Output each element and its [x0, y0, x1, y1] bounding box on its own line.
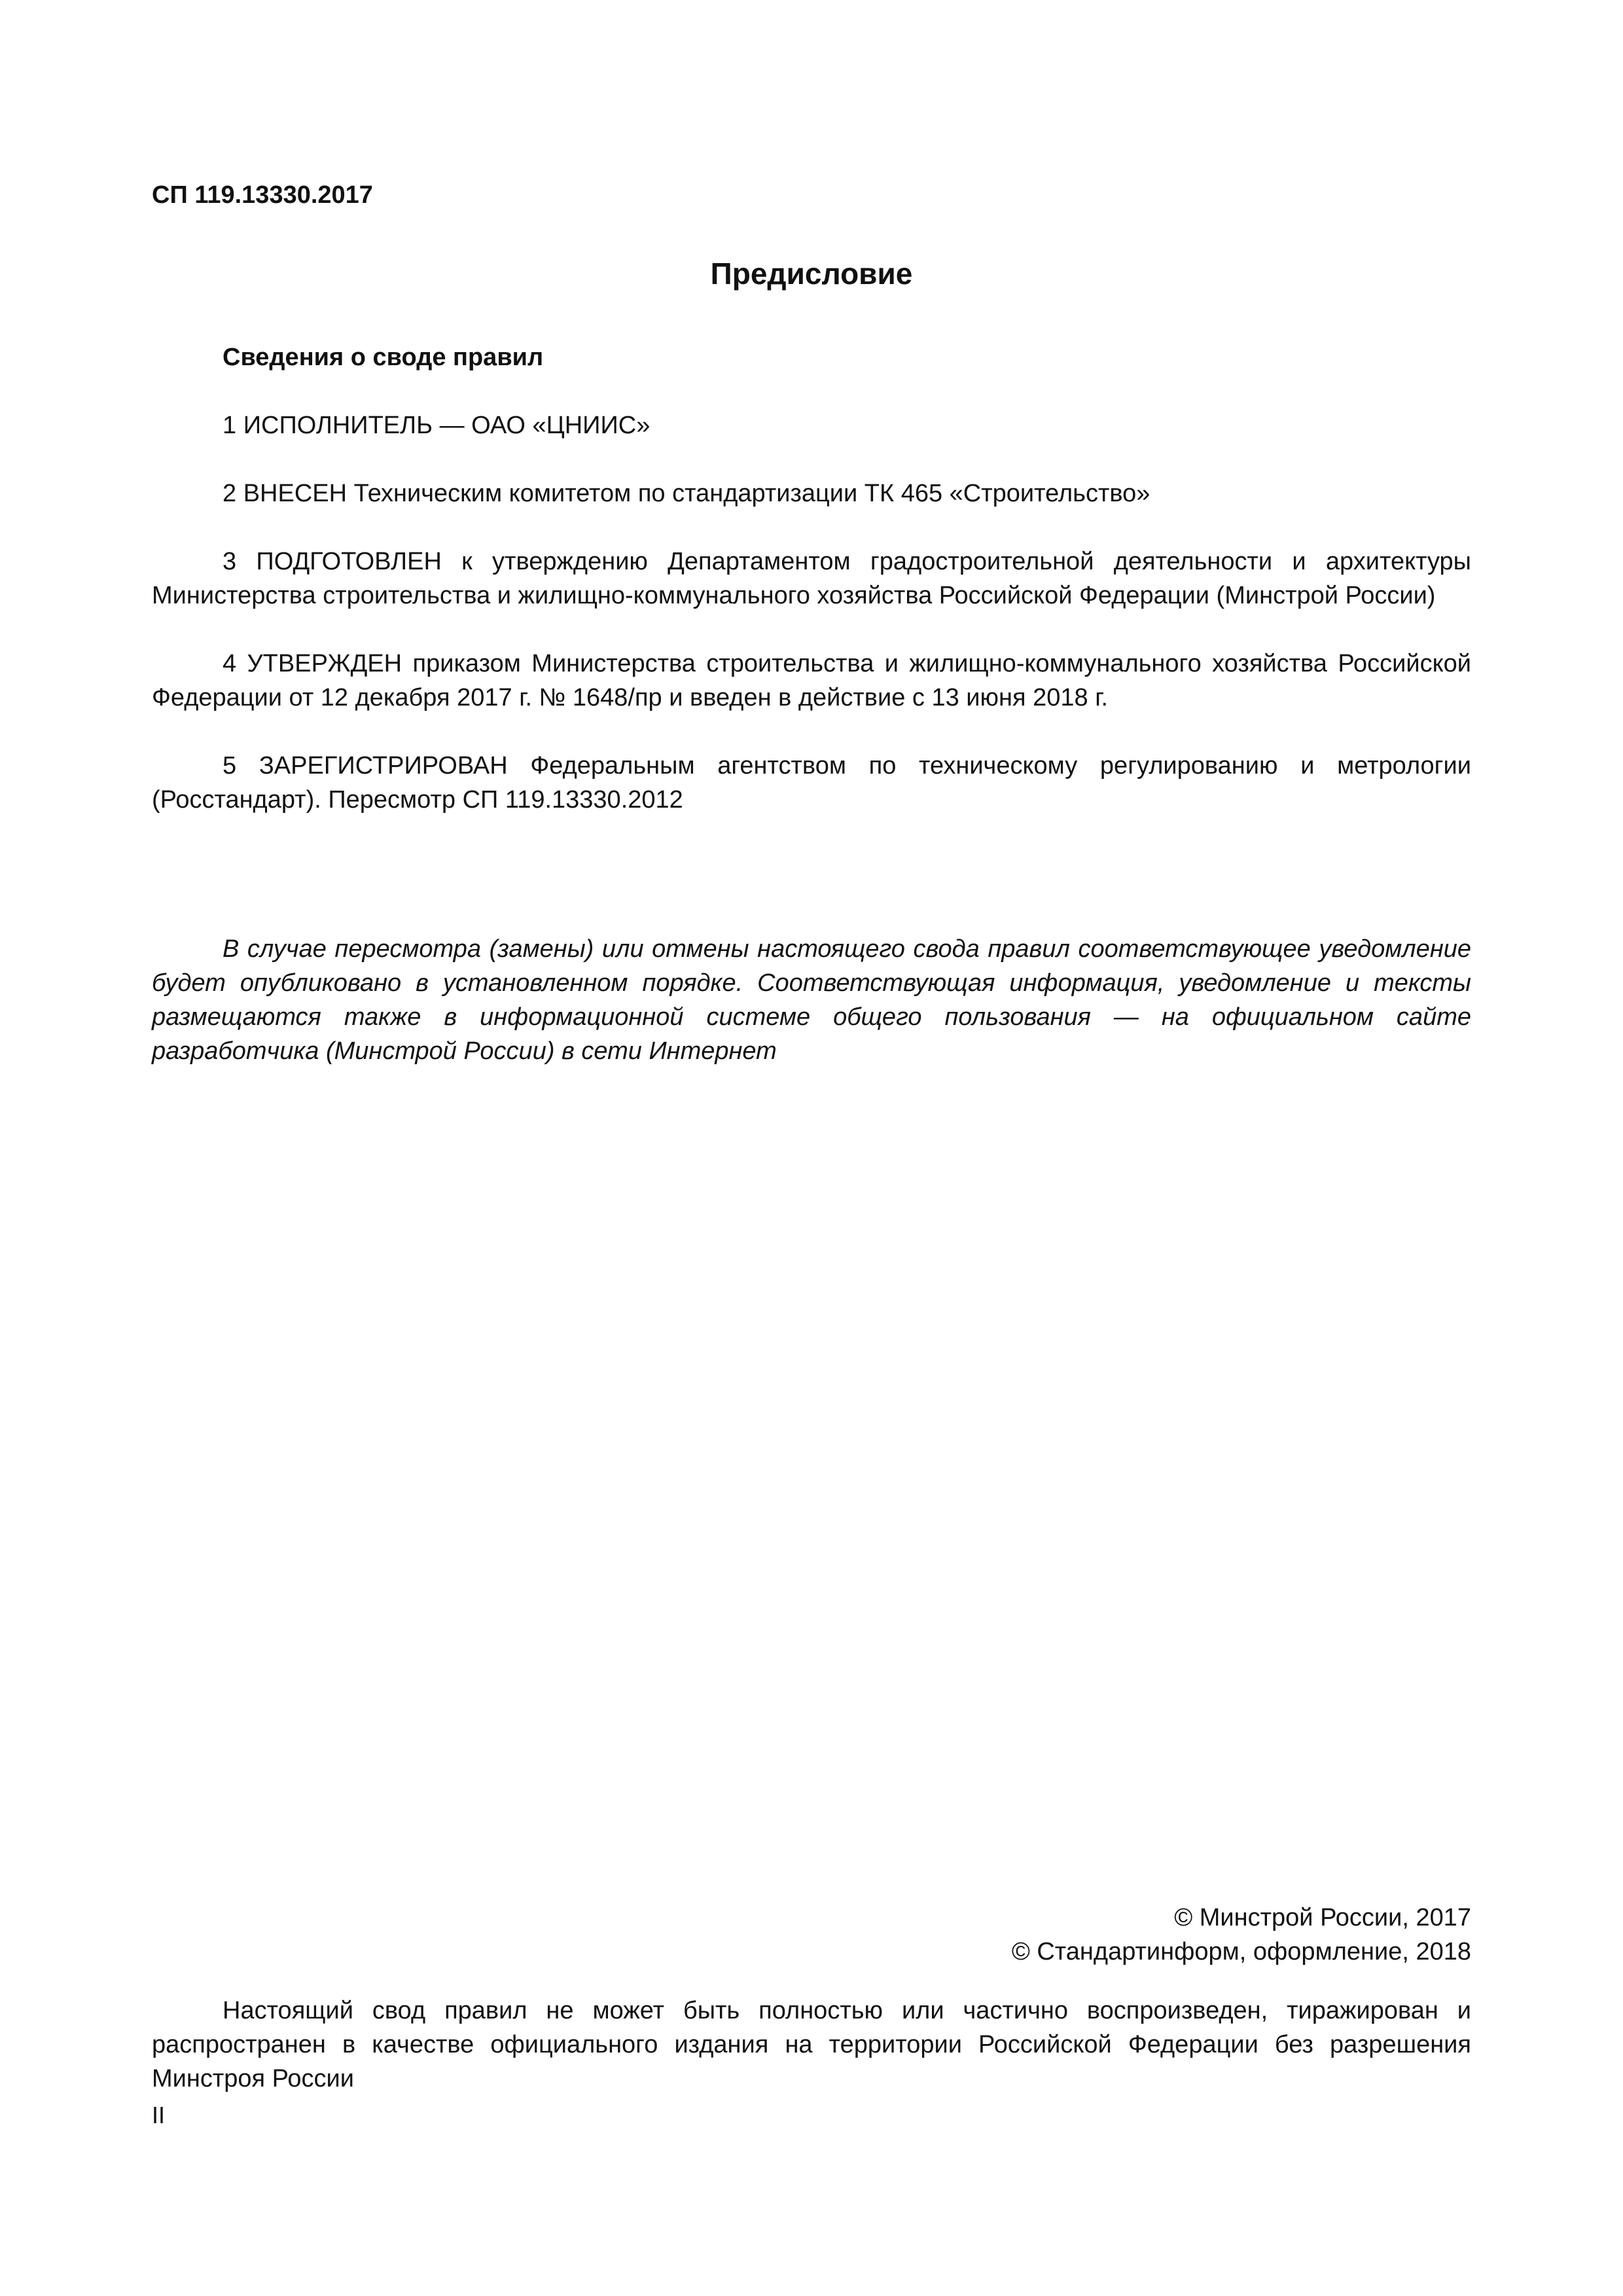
- revision-notice: В случае пересмотра (замены) или отмены настоящего свода правил соответствующее уведомление будет опубликовано в установленном порядке. Соответствующая информация, уведомление и тексты размещаются также в информационной системе общего пользования — на официальном сайте разработчика (Минстрой России) в сети Интернет: [152, 935, 1471, 1065]
- foreword-body: [152, 340, 1471, 851]
- foreword-item-2: 2 ВНЕСЕН Техническим комитетом по стандартизации ТК 465 «Строительство»: [223, 480, 1150, 507]
- page-title: Предисловие: [710, 257, 913, 291]
- document-code: СП 119.13330.2017: [152, 181, 373, 209]
- section-subtitle: Сведения о своде правил: [223, 344, 544, 371]
- copyright-block: [1012, 1901, 1471, 1969]
- foreword-item-5: 5 ЗАРЕГИСТРИРОВАН Федеральным агентством по техническому регулированию и метрологии (Росстандарт). Пересмотр СП 119.13330.2012: [152, 752, 1471, 814]
- page-number: II: [152, 2102, 166, 2128]
- copyright-line-standartinform: © Стандартинформ, оформление, 2018: [1011, 1938, 1471, 1965]
- copyright-line-ministry: © Минстрой России, 2017: [1174, 1904, 1471, 1931]
- foreword-item-1: 1 ИСПОЛНИТЕЛЬ — ОАО «ЦНИИС»: [223, 412, 651, 439]
- foreword-item-3: 3 ПОДГОТОВЛЕН к утверждению Департаментом градостроительной деятельности и архитектуры Министерства строительства и жилищно-коммунального хозяйства Российской Федерации (Минстрой России): [152, 548, 1471, 609]
- foreword-item-4: 4 УТВЕРЖДЕН приказом Министерства строительства и жилищно-коммунального хозяйства Российской Федерации от 12 декабря 2017 г. № 1648/пр и введен в действие с 13 июня 2018 г.: [152, 650, 1471, 711]
- reproduction-notice: Настоящий свод правил не может быть полностью или частично воспроизведен, тиражирован и распространен в качестве официального издания на территории Российской Федерации без разрешения Минстроя России: [152, 1997, 1471, 2092]
